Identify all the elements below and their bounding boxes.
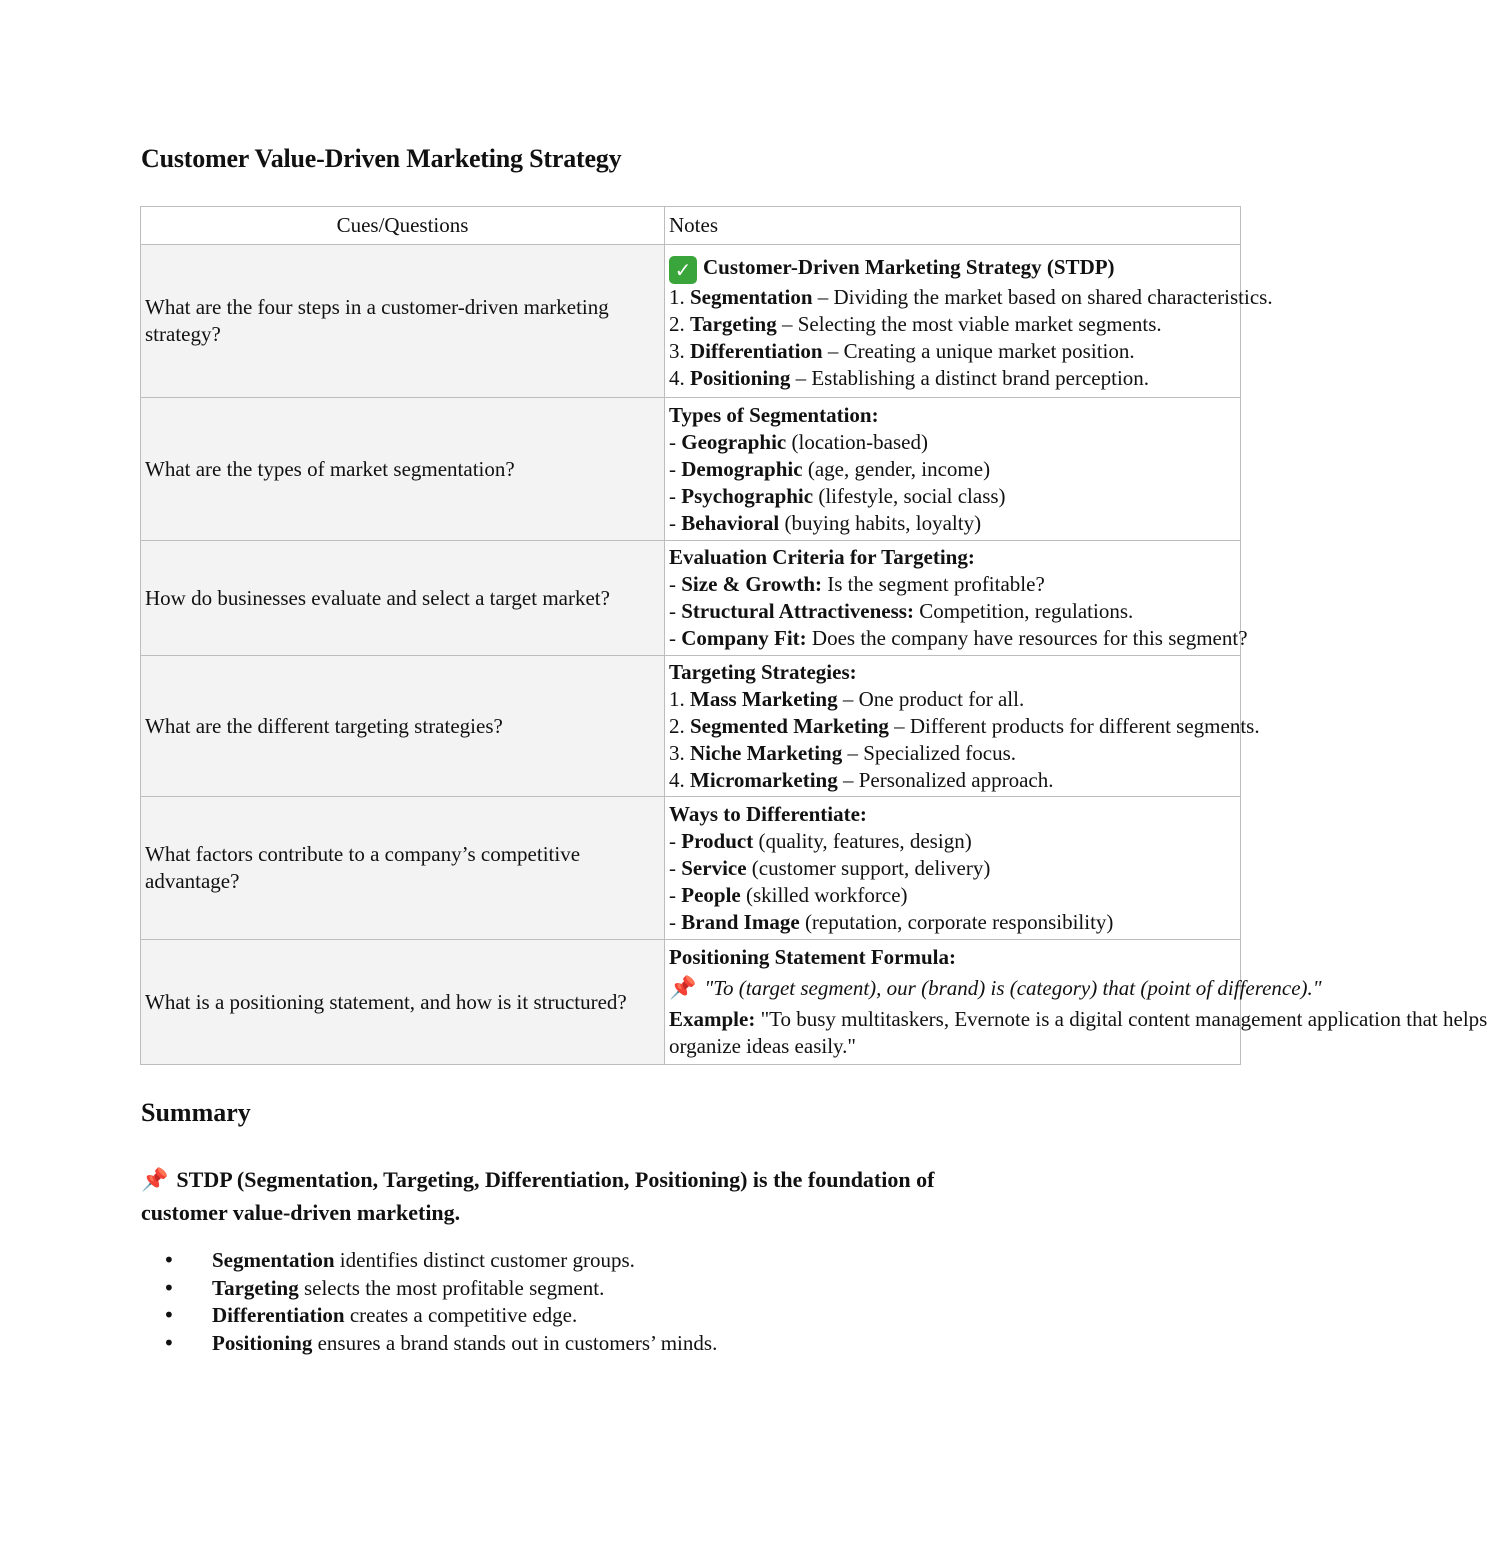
summary-title: Summary (141, 1098, 251, 1127)
note-heading: Evaluation Criteria for Targeting: (669, 545, 975, 569)
cue-cell: What are the types of market segmentation? (141, 398, 665, 541)
note-cell (665, 797, 1241, 940)
note-item: - Product (quality, features, design) (669, 828, 972, 853)
note-item: 2. Targeting – Selecting the most viable market segments. (669, 311, 1162, 336)
note-heading: Ways to Differentiate: (669, 801, 867, 826)
list-item: • Segmentation identifies distinct customer groups. (141, 1247, 717, 1275)
table-row (141, 940, 1241, 1065)
note-item: - Size & Growth: Is the segment profitable? (669, 572, 1045, 596)
table-row (141, 797, 1241, 940)
note-item: - People (skilled workforce) (669, 882, 908, 907)
summary-lead (141, 1164, 1021, 1229)
cues-column-header: Cues/Questions (141, 207, 665, 245)
cue-cell: What factors contribute to a company’s competitive advantage? (141, 797, 665, 940)
note-heading-line (669, 251, 1236, 284)
note-cell (665, 541, 1248, 656)
table-row (141, 245, 1241, 398)
note-item: - Demographic (age, gender, income) (669, 456, 991, 481)
list-item: • Targeting selects the most profitable segment. (141, 1275, 717, 1303)
cue-cell: How do businesses evaluate and select a target market? (141, 541, 665, 656)
note-cell (665, 245, 1273, 398)
note-item: - Company Fit: Does the company have resources for this segment? (669, 626, 1248, 650)
table-row (141, 656, 1241, 797)
list-item: • Differentiation creates a competitive edge. (141, 1302, 717, 1330)
note-cell (665, 656, 1260, 797)
note-heading: Types of Segmentation: (669, 402, 879, 427)
formula-text: "To (target segment), our (brand) is (category) that (point of difference)." (704, 976, 1322, 1000)
example-line-continued: organize ideas easily." (669, 1034, 857, 1058)
note-heading: Targeting Strategies: (669, 659, 857, 684)
cue-cell: What are the four steps in a customer-driven marketing strategy? (141, 245, 665, 398)
note-item: 3. Niche Marketing – Specialized focus. (669, 740, 1017, 765)
note-item: 3. Differentiation – Creating a unique market position. (669, 338, 1135, 363)
note-item: 4. Micromarketing – Personalized approach. (669, 767, 1054, 792)
note-item: - Brand Image (reputation, corporate responsibility) (669, 909, 1114, 934)
summary-list (141, 1247, 717, 1357)
note-heading: Positioning Statement Formula: (669, 945, 956, 969)
note-cell (665, 398, 1241, 541)
note-item: - Service (customer support, delivery) (669, 855, 991, 880)
cornell-notes-table (140, 206, 1487, 1065)
note-item: - Structural Attractiveness: Competition, regulations. (669, 599, 1134, 623)
notes-column-header: Notes (665, 207, 1241, 245)
table-row (141, 398, 1241, 541)
note-item: 2. Segmented Marketing – Different products for different segments. (669, 713, 1260, 738)
note-item: - Behavioral (buying habits, loyalty) (669, 510, 982, 535)
note-item: - Geographic (location-based) (669, 429, 928, 454)
table-header-row (141, 207, 1241, 245)
note-cell (665, 940, 1487, 1065)
check-mark-icon: ✓ (669, 256, 697, 284)
cue-cell: What is a positioning statement, and how is it structured? (141, 940, 665, 1065)
note-item: - Psychographic (lifestyle, social class) (669, 483, 1006, 508)
note-heading: Customer-Driven Marketing Strategy (STDP) (703, 254, 1115, 279)
note-item: 1. Mass Marketing – One product for all. (669, 686, 1025, 711)
summary-lead-text: STDP (Segmentation, Targeting, Differentiation, Positioning) is the foundation of customer value-driven marketing. (141, 1167, 935, 1225)
pushpin-icon: 📌 (141, 1168, 169, 1193)
page-title: Customer Value-Driven Marketing Strategy (141, 144, 622, 173)
note-item: 4. Positioning – Establishing a distinct brand perception. (669, 365, 1150, 390)
table-row (141, 541, 1241, 656)
note-item: 1. Segmentation – Dividing the market based on shared characteristics. (669, 284, 1273, 309)
formula-line (669, 971, 1322, 1006)
pushpin-icon: 📌 (669, 976, 697, 1001)
list-item: • Positioning ensures a brand stands out in customers’ minds. (141, 1330, 717, 1358)
example-line: Example: "To busy multitaskers, Evernote is a digital content management application that helps (669, 1007, 1487, 1031)
cue-cell: What are the different targeting strategies? (141, 656, 665, 797)
